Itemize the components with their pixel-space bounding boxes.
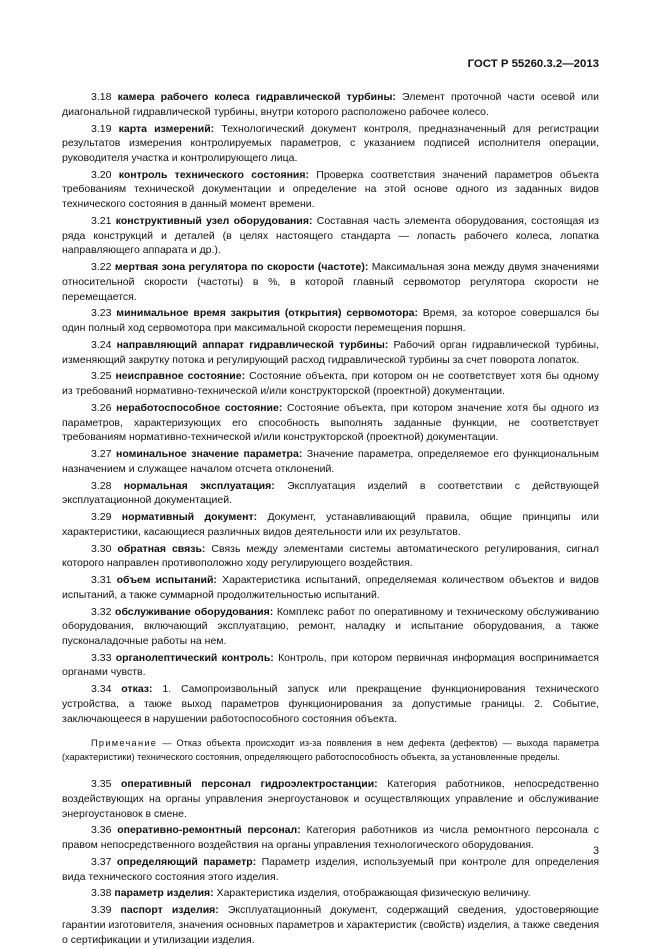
definition-entry xyxy=(62,651,599,680)
definition-number: 3.35 xyxy=(91,778,112,791)
definition-number: 3.34 xyxy=(91,683,112,696)
definition-number: 3.32 xyxy=(91,605,112,618)
definition-text: Документ, устанавливающий правила, общие принципы или характеристики, касающиеся различных видов деятельности или их результатов. xyxy=(62,511,600,538)
definition-term: обратная связь: xyxy=(117,542,206,555)
definition-text: Эксплуатация изделий в соответствии с действующей эксплуатационной документацией. xyxy=(62,479,599,507)
definition-text: Параметр изделия, используемый при контроле для определения вида технического состояния этого изделия. xyxy=(62,855,600,883)
definition-number: 3.24 xyxy=(91,338,112,351)
definition-text: Составная часть элемента оборудования, состоящая из ряда конструкций и деталей (в целях настоящего стандарта — лопасть рабочего колеса, лопатка направляющего аппарата и др.). xyxy=(62,214,599,257)
definition-entry xyxy=(62,260,599,304)
definition-number: 3.19 xyxy=(91,122,112,135)
definition-entry xyxy=(62,401,599,445)
definition-term: оперативный персонал гидроэлектростанции: xyxy=(121,778,378,791)
definition-text: Комплекс работ по оперативному и техническому обслуживанию оборудования, включающий эксплуатацию, ремонт, наладку и испытание оборудования, а также пусконаладочные работы на нем. xyxy=(62,605,600,647)
definition-number: 3.30 xyxy=(91,542,112,555)
definition-text: Рабочий орган гидравлической турбины, изменяющий закрутку потока и регулирующий расход гидравлической турбины за счет поворота лопаток. xyxy=(62,338,599,366)
definition-term: нормативный документ: xyxy=(121,511,258,524)
definition-text: Время, за которое совершался бы один полный ход сервомотора при максимальной скорости перемещения поршня. xyxy=(62,307,599,335)
definition-term: оперативно-ремонтный персонал: xyxy=(117,824,301,837)
definition-number: 3.23 xyxy=(91,307,112,320)
definition-term: объем испытаний: xyxy=(116,574,217,587)
definition-entry xyxy=(62,338,599,367)
definition-term: отказ: xyxy=(121,683,153,696)
definition-number: 3.39 xyxy=(91,904,112,917)
definition-text: Технологический документ контроля, предназначенный для регистрации результатов измерения контролируемых параметров, с указанием подписей исполнителя операции, руководителя участка и контролирующего лица. xyxy=(62,122,599,164)
definition-number: 3.38 xyxy=(91,887,112,900)
definition-number: 3.37 xyxy=(91,855,112,868)
definition-text: Эксплуатационный документ, содержащий сведения, удостоверяющие гарантии изготовителя, значения основных параметров и характеристик (свойств) изделия, а также сведения о сертификации и утилизации изделия. xyxy=(62,904,599,946)
definition-number: 3.28 xyxy=(91,479,112,492)
definition-number: 3.18 xyxy=(91,91,112,103)
definition-entry xyxy=(62,306,599,335)
definition-entry xyxy=(62,90,599,119)
definition-term: контроль технического состояния: xyxy=(118,168,310,181)
note-label: Примечание xyxy=(91,738,158,749)
definition-term: направляющий аппарат гидравлической турбины: xyxy=(116,338,389,351)
definition-text: Характеристика испытаний, определяемая количеством объектов и видов испытаний, а также суммарной продолжительностью испытаний. xyxy=(62,574,600,601)
definition-text: Состояние объекта, при котором он не соответствует хотя бы одному из требований нормативно-технической и/или конструкторской (проектной) документации. xyxy=(62,370,599,398)
definition-number: 3.27 xyxy=(91,448,112,461)
definition-number: 3.25 xyxy=(91,370,112,383)
definition-number: 3.33 xyxy=(91,651,112,664)
page-body xyxy=(62,90,599,949)
definition-term: обслуживание оборудования: xyxy=(115,605,274,618)
definition-text: Состояние объекта, при котором значение хотя бы одного из параметров, характеризующих его способность выполнять заданные функции, не соответствует требованиям нормативно-технической и/или конструкторской (проектной) документации. xyxy=(62,401,599,444)
definition-entry xyxy=(62,479,599,508)
definition-term: параметр изделия: xyxy=(114,887,214,900)
definition-text: 1. Самопроизвольный запуск или прекращение функционирования технического устройства, а также выход параметров функционирования за допустимые границы. 2. Событие, заключающееся в нарушении работоспособного состояния объекта. xyxy=(62,683,599,725)
definition-text: Максимальная зона между двумя значениями относительной скорости (частоты) в %, в которой главный сервомотор регулятора скорости не перемещается. xyxy=(62,261,599,303)
definition-term: конструктивный узел оборудования: xyxy=(115,214,313,227)
definition-entry xyxy=(62,447,599,476)
page-number: 3 xyxy=(593,845,599,857)
document-code-header: ГОСТ Р 55260.3.2—2013 xyxy=(467,58,599,70)
definition-number: 3.36 xyxy=(91,824,112,837)
definition-entry xyxy=(62,682,599,726)
definitions-list xyxy=(62,90,599,726)
definition-term: органолептический контроль: xyxy=(115,651,274,664)
definition-text: Элемент проточной части осевой или диагональной гидравлической турбины, внутри которого расположено рабочее колесо. xyxy=(62,91,600,118)
definition-entry xyxy=(62,823,599,852)
definition-entry xyxy=(62,777,599,821)
definition-term: неисправное состояние: xyxy=(115,370,246,383)
definition-term: определяющий параметр: xyxy=(116,855,257,868)
definition-entry xyxy=(62,122,599,166)
definition-entry xyxy=(62,168,599,212)
definition-text: Характеристика изделия, отображающая физическую величину. xyxy=(213,887,531,900)
note-paragraph xyxy=(62,737,599,764)
definition-number: 3.20 xyxy=(91,168,112,181)
definition-number: 3.29 xyxy=(91,511,112,524)
definition-entry xyxy=(62,369,599,398)
definition-term: паспорт изделия: xyxy=(120,904,219,917)
definition-text: Категория работников, непосредственно воздействующих на органы управления энергоустановок и осуществляющих управление и обслуживание энергоустановок в смене. xyxy=(62,778,600,820)
definition-term: карта измерений: xyxy=(118,122,215,135)
definitions-list-continued xyxy=(62,777,599,947)
definition-entry xyxy=(62,510,599,539)
definition-term: неработоспособное состояние: xyxy=(116,401,283,414)
definition-entry xyxy=(62,605,599,649)
definition-text: Значение параметра, определяемое его функциональным назначением и служащее началом отсчета отклонений. xyxy=(62,448,599,475)
definition-text: Контроль, при котором первичная информация воспринимается органами чувств. xyxy=(62,651,599,679)
definition-term: номинальное значение параметра: xyxy=(115,448,303,461)
definition-number: 3.26 xyxy=(91,401,112,414)
definition-entry xyxy=(62,886,599,901)
definition-number: 3.31 xyxy=(91,574,112,587)
definition-number: 3.22 xyxy=(91,261,112,274)
definition-text: Связь между элементами системы автоматического регулирования, сигнал которого направлен противоположно ходу регулирующего воздействия. xyxy=(62,542,600,570)
definition-term: камера рабочего колеса гидравлической турбины: xyxy=(117,91,396,103)
definition-entry xyxy=(62,855,599,884)
definition-entry xyxy=(62,573,599,602)
definition-term: мертвая зона регулятора по скорости (частоте): xyxy=(114,261,369,274)
definition-entry xyxy=(62,542,599,571)
definition-text: Проверка соответствия значений параметров объекта требованиям технической документации и определение на этой основе одного из заданных видов технического состояния в данный момент времени. xyxy=(62,168,599,211)
definition-term: минимальное время закрытия (открытия) сервомотора: xyxy=(116,307,418,320)
definition-number: 3.21 xyxy=(91,214,112,227)
definition-text: Категория работников из числа ремонтного персонала с правом непосредственного воздействия на органы управления технологического оборудования. xyxy=(62,824,599,852)
definition-term: нормальная эксплуатация: xyxy=(123,479,275,492)
definition-entry xyxy=(62,903,599,947)
definition-entry xyxy=(62,214,599,258)
note-text: — Отказ объекта происходит из-за появления в нем дефекта (дефектов) — выхода параметра (характеристики) технического состояния, определяющего работоспособность объекта, за установленные пределы. xyxy=(62,738,599,762)
